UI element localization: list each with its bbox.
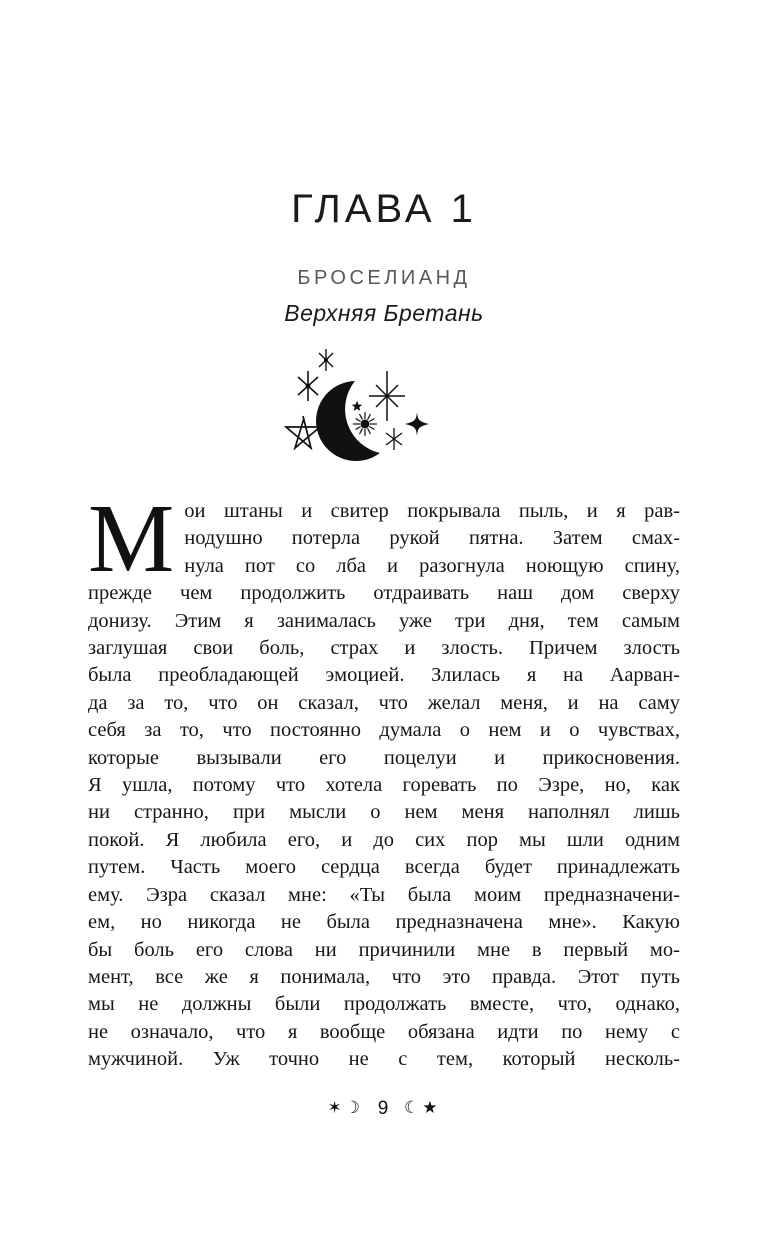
sparkle-star-top-icon	[319, 349, 333, 371]
chapter-ornament	[88, 333, 680, 488]
text-line: которые вызывали его поцелуи и прикосновения.	[88, 746, 680, 769]
text-column	[88, 0, 680, 1074]
asterisk-star-left-icon	[298, 371, 318, 401]
text-line: нодушно потерла рукой пятна. Затем смах-	[184, 527, 680, 550]
four-point-star-icon	[405, 412, 429, 436]
page-footer	[0, 1098, 768, 1120]
drop-cap: М	[88, 485, 175, 592]
text-line: нула пот со лба и разогнула ноющую спину,	[184, 554, 680, 577]
region-subheading: Верхняя Бретань	[284, 300, 484, 326]
text-line: мы не должны были продолжать вместе, что, однако,	[88, 993, 680, 1016]
chapter-title: ГЛАВА 1	[291, 187, 477, 231]
asterisk-star-small-icon	[386, 428, 402, 450]
page-number: 9	[377, 1098, 390, 1119]
text-line: бы боль его слова ни причинили мне в первый мо-	[88, 938, 680, 961]
starburst-icon	[353, 412, 377, 436]
text-line: себя за то, что постоянно думала о нем и о чувствах,	[88, 719, 680, 742]
tiny-star-icon	[352, 401, 362, 412]
big-sparkle-star-icon	[369, 371, 405, 421]
text-line: ои штаны и свитер покрывала пыль, и я рав-	[184, 500, 680, 522]
text-line: ем, но никогда не была предназначена мне». Какую	[88, 911, 680, 934]
text-line: мужчиной. Уж точно не с тем, который несколь-	[88, 1048, 680, 1071]
footer-left-ornament-icon: ✶☽	[327, 1098, 363, 1117]
footer-right-ornament-icon: ☾★	[404, 1098, 441, 1117]
paragraph-lines	[88, 485, 680, 1074]
text-line: была преобладающей эмоцией. Злилась я на Аарван-	[88, 664, 680, 687]
text-line: прежде чем продолжить отдраивать наш дом сверху	[88, 582, 680, 605]
text-line: не означало, что я вообще обязана идти по нему с	[88, 1020, 680, 1043]
pentagram-star-icon	[286, 416, 320, 448]
location-heading: БРОСЕЛИАНД	[297, 267, 471, 289]
text-line: путем. Часть моего сердца всегда будет принадлежать	[88, 856, 680, 879]
chapter-paragraph	[88, 485, 680, 1074]
text-line: мент, все же я понимала, что это правда. Этот путь	[88, 965, 680, 988]
text-line: да за то, что он сказал, что желал меня, и на саму	[88, 691, 680, 714]
text-line: ему. Эзра сказал мне: «Ты была моим предназначени-	[88, 883, 680, 906]
text-line: ни странно, при мысли о нем меня наполнял лишь	[88, 801, 680, 824]
moon-stars-illustration-icon	[275, 333, 505, 483]
text-line: Я ушла, потому что хотела горевать по Эзре, но, как	[88, 774, 680, 797]
text-line: заглушая свои боль, страх и злость. Причем злость	[88, 637, 680, 660]
text-line: покой. Я любила его, и до сих пор мы шли одним	[88, 828, 680, 851]
text-line: донизу. Этим я занималась уже три дня, тем самым	[88, 609, 680, 632]
